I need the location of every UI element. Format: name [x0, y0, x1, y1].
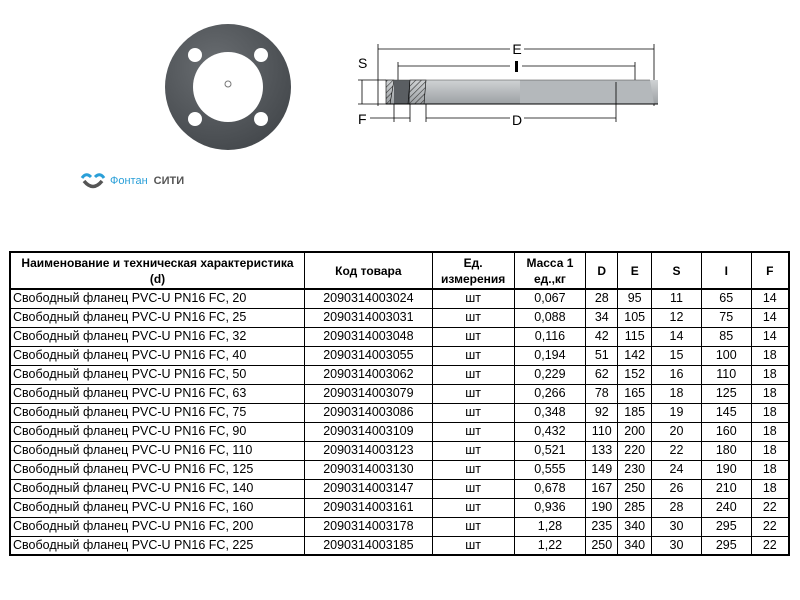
col-header-f: F	[751, 252, 789, 289]
col-header-e: E	[618, 252, 652, 289]
table-row	[10, 365, 789, 384]
cell-i: 295	[701, 517, 751, 536]
cell-d: 42	[586, 327, 618, 346]
cell-f: 22	[751, 517, 789, 536]
cell-mass: 0,936	[514, 498, 586, 517]
cell-f: 18	[751, 460, 789, 479]
cell-d: 51	[586, 346, 618, 365]
logo-text-siti: СИТИ	[153, 175, 185, 187]
cell-e: 105	[618, 308, 652, 327]
cell-d: 110	[586, 422, 618, 441]
table-row	[10, 517, 789, 536]
cell-d: 62	[586, 365, 618, 384]
cell-code: 2090314003161	[305, 498, 433, 517]
cell-e: 200	[618, 422, 652, 441]
label-s: S	[358, 55, 368, 71]
cell-f: 18	[751, 403, 789, 422]
cell-mass: 0,266	[514, 384, 586, 403]
table-row	[10, 441, 789, 460]
cell-mass: 0,067	[514, 289, 586, 308]
cell-name: Свободный фланец PVC-U PN16 FC, 40	[10, 346, 305, 365]
cell-mass: 0,555	[514, 460, 586, 479]
label-d: D	[511, 112, 523, 128]
cell-mass: 0,521	[514, 441, 586, 460]
cell-mass: 0,348	[514, 403, 586, 422]
cell-unit: шт	[432, 346, 514, 365]
cell-d: 78	[586, 384, 618, 403]
cell-s: 30	[652, 536, 702, 555]
company-logo	[80, 172, 184, 190]
cell-i: 160	[701, 422, 751, 441]
table-row	[10, 422, 789, 441]
cell-mass: 1,28	[514, 517, 586, 536]
cell-i: 295	[701, 536, 751, 555]
cell-code: 2090314003048	[305, 327, 433, 346]
cell-e: 285	[618, 498, 652, 517]
cell-s: 16	[652, 365, 702, 384]
cell-code: 2090314003024	[305, 289, 433, 308]
cell-e: 185	[618, 403, 652, 422]
table-row	[10, 460, 789, 479]
cell-unit: шт	[432, 327, 514, 346]
label-e: E	[512, 41, 522, 57]
cell-unit: шт	[432, 422, 514, 441]
cell-f: 22	[751, 536, 789, 555]
table-header-row	[10, 252, 789, 289]
cell-mass: 1,22	[514, 536, 586, 555]
table-row	[10, 498, 789, 517]
cell-i: 125	[701, 384, 751, 403]
cell-name: Свободный фланец PVC-U PN16 FC, 110	[10, 441, 305, 460]
cell-unit: шт	[432, 289, 514, 308]
cell-mass: 0,116	[514, 327, 586, 346]
cell-name: Свободный фланец PVC-U PN16 FC, 32	[10, 327, 305, 346]
cell-mass: 0,432	[514, 422, 586, 441]
cell-s: 11	[652, 289, 702, 308]
label-f: F	[358, 111, 367, 127]
cell-e: 340	[618, 536, 652, 555]
col-header-s: S	[652, 252, 702, 289]
col-header-code: Код товара	[305, 252, 433, 289]
cell-d: 92	[586, 403, 618, 422]
cell-name: Свободный фланец PVC-U PN16 FC, 25	[10, 308, 305, 327]
logo-text-fontan: Фонтан	[110, 175, 148, 187]
cell-f: 18	[751, 479, 789, 498]
cell-e: 230	[618, 460, 652, 479]
cell-f: 18	[751, 365, 789, 384]
cell-f: 22	[751, 498, 789, 517]
cell-s: 28	[652, 498, 702, 517]
cell-name: Свободный фланец PVC-U PN16 FC, 125	[10, 460, 305, 479]
cell-e: 95	[618, 289, 652, 308]
cell-mass: 0,088	[514, 308, 586, 327]
cell-code: 2090314003086	[305, 403, 433, 422]
cell-name: Свободный фланец PVC-U PN16 FC, 20	[10, 289, 305, 308]
cell-i: 210	[701, 479, 751, 498]
flange-product-image	[163, 22, 293, 152]
cell-s: 22	[652, 441, 702, 460]
cell-e: 142	[618, 346, 652, 365]
cell-mass: 0,194	[514, 346, 586, 365]
cell-unit: шт	[432, 403, 514, 422]
cell-code: 2090314003055	[305, 346, 433, 365]
cell-s: 20	[652, 422, 702, 441]
cell-name: Свободный фланец PVC-U PN16 FC, 75	[10, 403, 305, 422]
cell-i: 85	[701, 327, 751, 346]
cell-f: 18	[751, 384, 789, 403]
cell-name: Свободный фланец PVC-U PN16 FC, 200	[10, 517, 305, 536]
table-row	[10, 403, 789, 422]
cell-s: 12	[652, 308, 702, 327]
table-row	[10, 289, 789, 308]
cell-code: 2090314003123	[305, 441, 433, 460]
cell-unit: шт	[432, 441, 514, 460]
cell-name: Свободный фланец PVC-U PN16 FC, 90	[10, 422, 305, 441]
cell-d: 190	[586, 498, 618, 517]
cell-code: 2090314003185	[305, 536, 433, 555]
cell-d: 167	[586, 479, 618, 498]
table-row	[10, 346, 789, 365]
cell-i: 75	[701, 308, 751, 327]
cell-i: 190	[701, 460, 751, 479]
cell-code: 2090314003147	[305, 479, 433, 498]
cell-code: 2090314003178	[305, 517, 433, 536]
cell-i: 240	[701, 498, 751, 517]
cell-f: 18	[751, 422, 789, 441]
col-header-i: I	[701, 252, 751, 289]
cell-f: 18	[751, 441, 789, 460]
table-row	[10, 536, 789, 555]
flange-spec-table	[9, 251, 790, 556]
cell-d: 250	[586, 536, 618, 555]
cell-e: 250	[618, 479, 652, 498]
cell-unit: шт	[432, 308, 514, 327]
cell-s: 24	[652, 460, 702, 479]
cell-s: 19	[652, 403, 702, 422]
cell-s: 15	[652, 346, 702, 365]
cell-name: Свободный фланец PVC-U PN16 FC, 225	[10, 536, 305, 555]
cell-f: 14	[751, 308, 789, 327]
cell-s: 18	[652, 384, 702, 403]
cell-name: Свободный фланец PVC-U PN16 FC, 50	[10, 365, 305, 384]
cell-name: Свободный фланец PVC-U PN16 FC, 140	[10, 479, 305, 498]
cell-d: 133	[586, 441, 618, 460]
cell-code: 2090314003062	[305, 365, 433, 384]
cell-e: 220	[618, 441, 652, 460]
cell-code: 2090314003130	[305, 460, 433, 479]
cell-mass: 0,229	[514, 365, 586, 384]
cell-s: 26	[652, 479, 702, 498]
col-header-name: Наименование и техническая характеристика (d)	[10, 252, 305, 289]
cell-f: 14	[751, 289, 789, 308]
cell-unit: шт	[432, 365, 514, 384]
cell-e: 115	[618, 327, 652, 346]
cell-code: 2090314003109	[305, 422, 433, 441]
cell-unit: шт	[432, 517, 514, 536]
cell-e: 165	[618, 384, 652, 403]
table-row	[10, 479, 789, 498]
col-header-mass: Масса 1 ед.,кг	[514, 252, 586, 289]
cell-unit: шт	[432, 498, 514, 517]
cell-i: 180	[701, 441, 751, 460]
cell-i: 100	[701, 346, 751, 365]
cell-name: Свободный фланец PVC-U PN16 FC, 63	[10, 384, 305, 403]
cell-i: 110	[701, 365, 751, 384]
cell-d: 34	[586, 308, 618, 327]
cell-i: 65	[701, 289, 751, 308]
cell-code: 2090314003031	[305, 308, 433, 327]
cell-unit: шт	[432, 479, 514, 498]
cell-name: Свободный фланец PVC-U PN16 FC, 160	[10, 498, 305, 517]
cell-d: 235	[586, 517, 618, 536]
cell-e: 152	[618, 365, 652, 384]
col-header-unit: Ед. измерения	[432, 252, 514, 289]
cell-unit: шт	[432, 384, 514, 403]
cell-i: 145	[701, 403, 751, 422]
cell-f: 18	[751, 346, 789, 365]
table-row	[10, 327, 789, 346]
cell-mass: 0,678	[514, 479, 586, 498]
cell-e: 340	[618, 517, 652, 536]
cell-unit: шт	[432, 536, 514, 555]
cell-d: 28	[586, 289, 618, 308]
col-header-d: D	[586, 252, 618, 289]
cell-unit: шт	[432, 460, 514, 479]
cell-s: 14	[652, 327, 702, 346]
cell-d: 149	[586, 460, 618, 479]
logo-icon	[80, 172, 106, 190]
table-row	[10, 308, 789, 327]
cell-s: 30	[652, 517, 702, 536]
flange-dimension-drawing	[350, 38, 670, 128]
cell-code: 2090314003079	[305, 384, 433, 403]
cell-f: 14	[751, 327, 789, 346]
table-row	[10, 384, 789, 403]
